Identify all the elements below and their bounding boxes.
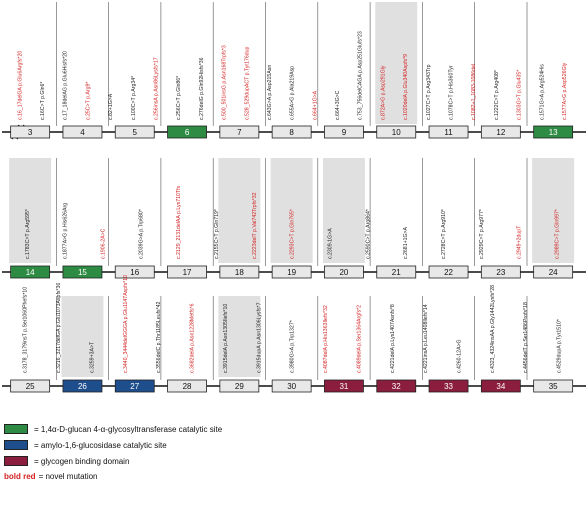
exon-label: 14 — [25, 268, 35, 277]
mutation-label: c.1571G>A p.Arg524His — [539, 64, 546, 120]
legend-swatch-blue — [4, 440, 28, 450]
mutation-label: c.4260-12A>G — [456, 339, 463, 373]
mutation-label: c.100C>T p.Arg34* — [130, 75, 137, 120]
legend-label-green: = 1,4α-D-glucan 4-α-glycosyltransferase catalytic site — [34, 424, 223, 434]
mutation-label: c.2590C>T p.Arg864* — [365, 209, 372, 259]
exon-label: 10 — [391, 128, 401, 137]
novel-mutation-label: c.528_529dupACT p.Tyr176dup — [244, 46, 251, 120]
legend-swatch-green — [4, 424, 28, 434]
mutation-label: c.4323_4324insAA p.Gly1442Lysfs*28 — [489, 284, 496, 373]
novel-mutation-label: c.4089delA p.Ser1364Argfs*2 — [356, 304, 363, 373]
novel-mutation-label: c.664+1G>A — [312, 90, 319, 120]
exon-label: 25 — [25, 382, 35, 391]
novel-mutation-label: c.2129_2131delAA p.Lys710Tfs — [176, 185, 183, 259]
legend-item-blue — [4, 440, 167, 450]
legend-swatch-maroon — [4, 456, 28, 466]
legend-novel-label: = novel mutation — [38, 472, 98, 481]
mutation-label: c.1027C>T p.Arg343Trp — [425, 64, 432, 120]
exon-label: 21 — [391, 268, 401, 277]
novel-mutation-label: c.2989C>T p.Gln997* — [554, 209, 561, 259]
mutation-label: c.1877A>G p.His626Arg — [62, 202, 69, 259]
novel-mutation-label: c.2949+2dupT — [516, 225, 523, 259]
exon-label: 28 — [182, 382, 192, 391]
exon-label: 6 — [184, 128, 190, 137]
exon-label: 31 — [339, 382, 349, 391]
mutation-label: c.655A>G p.Ala219Asp — [289, 65, 296, 120]
mutation-label: c.2039G>A p.Trp680* — [138, 209, 145, 259]
novel-mutation-label: c.2223delT p.Val742Trpfs*32 — [251, 192, 258, 259]
legend-label-blue: = amylo-1,6-glucosidase catalytic site — [34, 440, 167, 450]
exon-label: 18 — [234, 268, 244, 277]
exon-label: 22 — [444, 268, 454, 277]
mutation-label: c.1783C>T p.Arg595* — [24, 209, 31, 259]
novel-mutation-label: c.25C>T p.Arg9* — [85, 81, 92, 120]
exon-label: 19 — [287, 268, 297, 277]
exon-label: 30 — [287, 382, 297, 391]
intron-shade — [532, 158, 574, 263]
mutation-label: c.3980G>A p.Trp1327* — [289, 320, 296, 373]
exon-label: 7 — [237, 128, 242, 137]
mutation-label: c.3915delA p.Asn1305Ilefs*10 — [222, 303, 229, 373]
exon-label: 35 — [548, 382, 558, 391]
mutation-label: c.3915dupA p.Asn1306Lysfs*7 — [256, 302, 263, 373]
legend-item-green — [4, 424, 222, 434]
mutation-label: c.3216_3217delGA p.Glu1073Aspfs*36 — [56, 282, 63, 373]
legend-item-novel — [4, 472, 98, 481]
mutation-label: c.3178_3179insT p.Ser1060Phefs*10 — [22, 286, 29, 373]
intron-shade — [61, 296, 103, 377]
novel-mutation-label: c.1577A>G p.Asp526Gly — [561, 62, 568, 120]
novel-mutation-label: c.2293C>T p.Gln765* — [289, 209, 296, 259]
exon-label: 20 — [339, 268, 349, 277]
mutation-label: c.4221insA p.Leu1408Ilefs*14 — [423, 304, 430, 373]
exon-label: 23 — [496, 268, 506, 277]
novel-mutation-label: c.256insA p.Asn86Lysfs*17 — [153, 57, 160, 120]
mutation-label: c.664+3G>C — [335, 90, 342, 120]
exon-label: 4 — [80, 128, 85, 137]
mutation-label: c.16C>T p.Gln6* — [40, 81, 47, 120]
novel-mutation-label: c.872A>G p.Asp291Gly — [380, 65, 387, 120]
exon-label: 26 — [77, 382, 87, 391]
exon-label: 8 — [289, 128, 294, 137]
exon-label: 17 — [182, 268, 192, 277]
exon-label: 13 — [548, 128, 558, 137]
exon-label: 11 — [444, 128, 453, 137]
mutation-label: c.256C>T p.Gln86* — [176, 75, 183, 120]
novel-mutation-label: c.16_17delGA p.Glu6Argfs*20 — [17, 50, 24, 120]
novel-mutation-label: c.1303G>T p.Glu435* — [516, 69, 523, 120]
novel-mutation-label: c.500_501insG p.Asn168Trpfs*3 — [221, 45, 228, 120]
novel-mutation-label: c.3440_3444delGGGA p.Glu1147Aspfs*10 — [122, 275, 129, 373]
exon-label: 5 — [132, 128, 137, 137]
mutation-label: c.753_756delCAGA p.Asp251Glufs*23 — [357, 31, 364, 120]
novel-mutation-label: c.1906-2A>C — [100, 228, 107, 259]
novel-mutation-label: c.1082+1_1083-1086del — [471, 63, 478, 120]
mutation-label: c.3556delC p.Thr1185Leufs*42 — [156, 301, 163, 373]
mutation-label: c.17_18delAG p.Glu6Hisfs*20 — [62, 51, 69, 120]
mutation-label: c.2929C>T p.Arg977* — [478, 209, 485, 259]
mutation-label: c.1078C>T p.His360Tyr — [448, 65, 455, 120]
exon-label: 3 — [27, 128, 33, 137]
exon-label: 27 — [130, 382, 140, 391]
exon-label: 9 — [341, 128, 347, 137]
exon-label: 15 — [77, 268, 87, 277]
mutation-label: c.2728C>T p.Arg910* — [440, 209, 447, 259]
exon-label: 12 — [496, 128, 506, 137]
exon-label: 33 — [444, 382, 454, 391]
mutation-label: c.2155C>T p.Gln719* — [214, 209, 221, 259]
novel-mutation-label: c.4087delA p.His1363Ilefs*32 — [323, 305, 330, 373]
mutation-label: c.3259+3A>T — [89, 341, 96, 373]
exon-label: 34 — [496, 382, 506, 391]
exon-label: 16 — [130, 268, 140, 277]
mutation-label: c.276delG p.Gln92Hisfs*36 — [198, 57, 205, 120]
novel-mutation-label: c.1020delA p.Glu340Aspfs*9 — [403, 53, 410, 120]
mutation-label: c.4456delT p.Ser1486Profs*18 — [523, 302, 530, 373]
mutation-label: c.4529dupA p.Tyr1510* — [556, 319, 563, 373]
mutation-label: c.4221delA p.Lys1407Asnfs*8 — [389, 304, 396, 373]
mutation-label: c.2681+1G>A — [403, 226, 410, 259]
exon-label: 29 — [234, 382, 244, 391]
exon-label: 24 — [548, 268, 558, 277]
mutation-label: c.643G>A p.Asp215Asn — [266, 64, 273, 120]
mutation-label: c.2309-1G>A — [327, 228, 334, 259]
exon-label: 32 — [391, 382, 401, 391]
legend-item-maroon — [4, 456, 129, 466]
legend-bold-red: bold red — [4, 472, 36, 481]
mutation-label: c.82+1G>A — [108, 93, 115, 120]
mutation-label: c.1222C>T p.Arg408* — [493, 70, 500, 120]
legend-label-maroon: = glycogen binding domain — [34, 456, 130, 466]
novel-mutation-label: c.3682delA p.Asn1228Metfs*6 — [189, 303, 196, 373]
